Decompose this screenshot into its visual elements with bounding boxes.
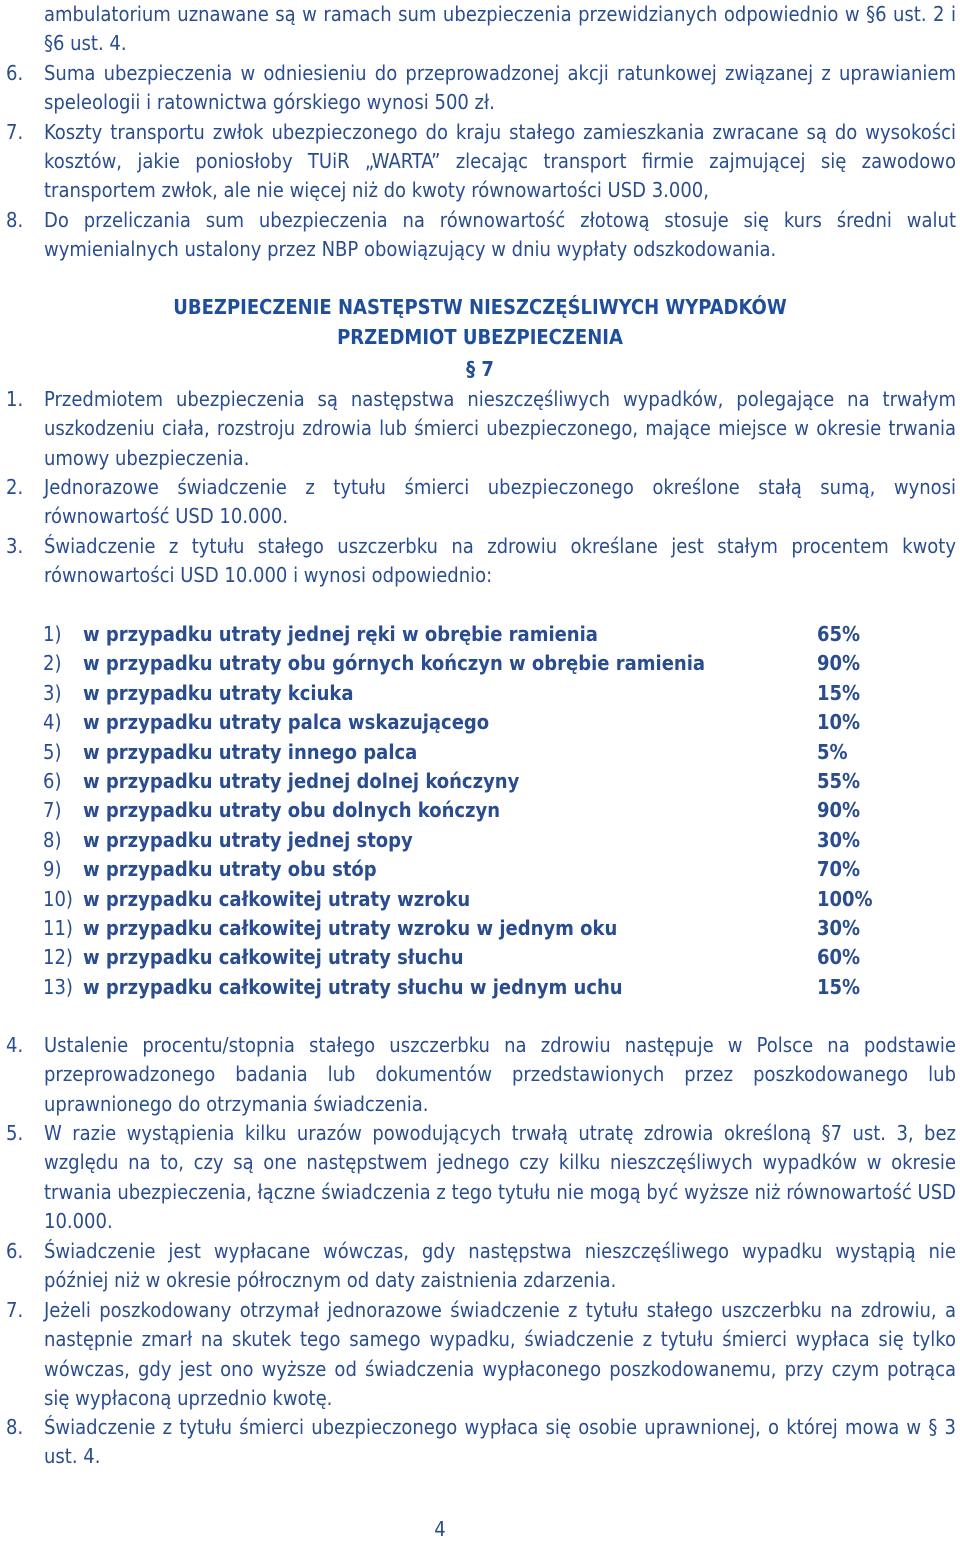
list-item-text: Ustalenie procentu/stopnia stałego uszczerbku na zdrowiu następuje w Polsce na podstawie przeprowadzonego badania lub dokumentów przedstawionych przez poszkodowanego lub uprawnionego do otrzymania świadczenia. (44, 1033, 956, 1116)
list-item-number: 4. (6, 1033, 24, 1057)
list-item-text: Jednorazowe świadczenie z tytułu śmierci ubezpieczonego określone stałą sumą, wynosi równowartość USD 10.000. (44, 475, 956, 529)
row-number: 13) (43, 974, 73, 999)
table-row (43, 826, 861, 855)
table-row (43, 679, 861, 708)
table-row (43, 620, 861, 649)
row-number: 8) (43, 827, 62, 852)
table-row (43, 973, 861, 1002)
table-row (43, 796, 861, 825)
list-item-text: Świadczenie z tytułu stałego uszczerbku na zdrowiu określane jest stałym procentem kwoty równowartości USD 10.000 i wynosi odpowiednio: (44, 534, 956, 588)
list-item-text: Świadczenie jest wypłacane wówczas, gdy następstwa nieszczęśliwego wypadku wystąpią nie później niż w okresie półrocznym od daty zaistnienia zdarzenia. (44, 1239, 956, 1293)
list-item-text: Jeżeli poszkodowany otrzymał jednorazowe świadczenie z tytułu stałego uszczerbku na zdrowiu, a następnie zmarł na skutek tego samego wypadku, świadczenie z tytułu śmierci wypłaca się tylko wówczas, gdy jest ono wyższe od świadczenia wypłaconego poszkodowanemu, przy czym potrąca się wypłaconą uprzednio kwotę. (44, 1298, 956, 1411)
list-item-8 (6, 206, 956, 265)
row-label: w przypadku całkowitej utraty słuchu (83, 945, 464, 970)
row-percent: 55% (817, 769, 861, 793)
row-number: 6) (43, 769, 62, 793)
row-label: w przypadku całkowitej utraty wzroku w jednym oku (83, 916, 618, 940)
list-item-number: 1. (6, 387, 24, 411)
list-item-number: 8. (6, 1415, 24, 1439)
row-percent: 15% (817, 680, 861, 705)
row-label: w przypadku utraty obu górnych kończyn w obrębie ramienia (83, 651, 706, 676)
row-percent: 15% (817, 974, 861, 999)
list-item-number: 7. (6, 1298, 24, 1322)
row-number: 3) (43, 680, 62, 705)
list-item-text: Suma ubezpieczenia w odniesieniu do przeprowadzonej akcji ratunkowej związanej z uprawianiem speleologii i ratownictwa górskiego wynosi 500 zł. (44, 60, 956, 115)
row-label: w przypadku całkowitej utraty słuchu w jednym uchu (83, 974, 623, 999)
list-item-4 (6, 1031, 956, 1119)
row-percent: 30% (817, 916, 861, 940)
row-percent: 10% (817, 710, 861, 735)
list-item-number: 6. (6, 1239, 24, 1263)
list-item-text: W razie wystąpienia kilku urazów powodujących trwałą utratę zdrowia określoną §7 ust. 3, bez względu na to, czy są one następstwem jednego czy kilku nieszczęśliwych wypadków w okresie trwania ubezpieczenia, łączne świadczenia z tego tytułu nie mogą być wyższe niż równowartość USD 10.000. (44, 1121, 956, 1234)
list-item-5 (6, 1119, 956, 1237)
row-number: 11) (43, 916, 73, 940)
list-item-number: 2. (6, 475, 24, 499)
list-item-text: ambulatorium uznawane są w ramach sum ubezpieczenia przewidzianych odpowiednio w §6 ust. 2 i §6 ust. 4. (44, 2, 956, 56)
row-number: 9) (43, 857, 62, 882)
row-percent: 100% (817, 886, 873, 911)
list-item-8 (6, 1413, 956, 1472)
row-label: w przypadku utraty jednej dolnej kończyny (83, 769, 520, 793)
section-subtitle: PRZEDMIOT UBEZPIECZENIA (337, 325, 623, 349)
row-percent: 90% (817, 798, 861, 823)
row-label: w przypadku całkowitej utraty wzroku (83, 886, 471, 911)
row-percent: 5% (817, 739, 848, 764)
row-label: w przypadku utraty obu dolnych kończyn (83, 798, 501, 823)
list-item-7 (6, 1296, 956, 1414)
list-item-6 (6, 1237, 956, 1296)
list-item-number: 3. (6, 534, 24, 558)
table-row (43, 708, 861, 737)
row-label: w przypadku utraty obu stóp (83, 857, 377, 882)
row-number: 7) (43, 798, 62, 823)
row-percent: 70% (817, 857, 861, 882)
list-item-number: 7. (6, 119, 24, 144)
row-percent: 65% (817, 622, 861, 646)
table-row (43, 855, 861, 884)
page-number: 4 (434, 1517, 446, 1541)
list-item-number: 8. (6, 207, 24, 232)
list-item-2 (6, 473, 956, 532)
table-row (43, 914, 861, 943)
row-number: 2) (43, 651, 62, 676)
list-item-text: Przedmiotem ubezpieczenia są następstwa nieszczęśliwych wypadków, polegające na trwałym uszkodzeniu ciała, rozstroju zdrowia lub śmierci ubezpieczonego, mające miejsce w okresie trwania umowy ubezpieczenia. (44, 387, 956, 470)
table-row (43, 649, 861, 678)
row-label: w przypadku utraty innego palca (83, 739, 418, 764)
table-row (43, 885, 873, 914)
row-percent: 60% (817, 945, 861, 970)
row-percent: 30% (817, 827, 861, 852)
row-number: 1) (43, 622, 62, 646)
paragraph-number: § 7 (466, 357, 494, 381)
list-item-text: Do przeliczania sum ubezpieczenia na równowartość złotową stosuje się kurs średni walut wymienialnych ustalony przez NBP obowiązujący w dniu wypłaty odszkodowania. (44, 207, 956, 262)
list-item-number: 6. (6, 60, 24, 85)
list-item-continuation (6, 0, 956, 59)
row-label: w przypadku utraty jednej stopy (83, 827, 413, 852)
section-title: UBEZPIECZENIE NASTĘPSTW NIESZCZĘŚLIWYCH WYPADKÓW (173, 295, 787, 319)
row-label: w przypadku utraty jednej ręki w obrębie ramienia (83, 622, 598, 646)
row-number: 5) (43, 739, 62, 764)
row-number: 12) (43, 945, 73, 970)
list-item-3 (6, 532, 956, 591)
row-number: 4) (43, 710, 62, 735)
row-number: 10) (43, 886, 73, 911)
table-row (43, 943, 861, 972)
table-row (43, 738, 848, 767)
row-label: w przypadku utraty palca wskazującego (83, 710, 490, 735)
list-item-1 (6, 385, 956, 473)
list-item-number: 5. (6, 1121, 24, 1145)
list-item-7 (6, 118, 956, 206)
list-item-text: Koszty transportu zwłok ubezpieczonego do kraju stałego zamieszkania zwracane są do wysokości kosztów, jakie poniosłoby TUiR „WARTA” zlecając transport firmie zajmującej się zawodowo transportem zwłok, ale nie więcej niż do kwoty równowartości USD 3.000, (44, 119, 956, 203)
table-row (43, 767, 861, 796)
list-item-6 (6, 59, 956, 118)
list-item-text: Świadczenie z tytułu śmierci ubezpieczonego wypłaca się osobie uprawnionej, o której mowa w § 3 ust. 4. (44, 1415, 956, 1469)
row-percent: 90% (817, 651, 861, 676)
row-label: w przypadku utraty kciuka (83, 680, 354, 705)
